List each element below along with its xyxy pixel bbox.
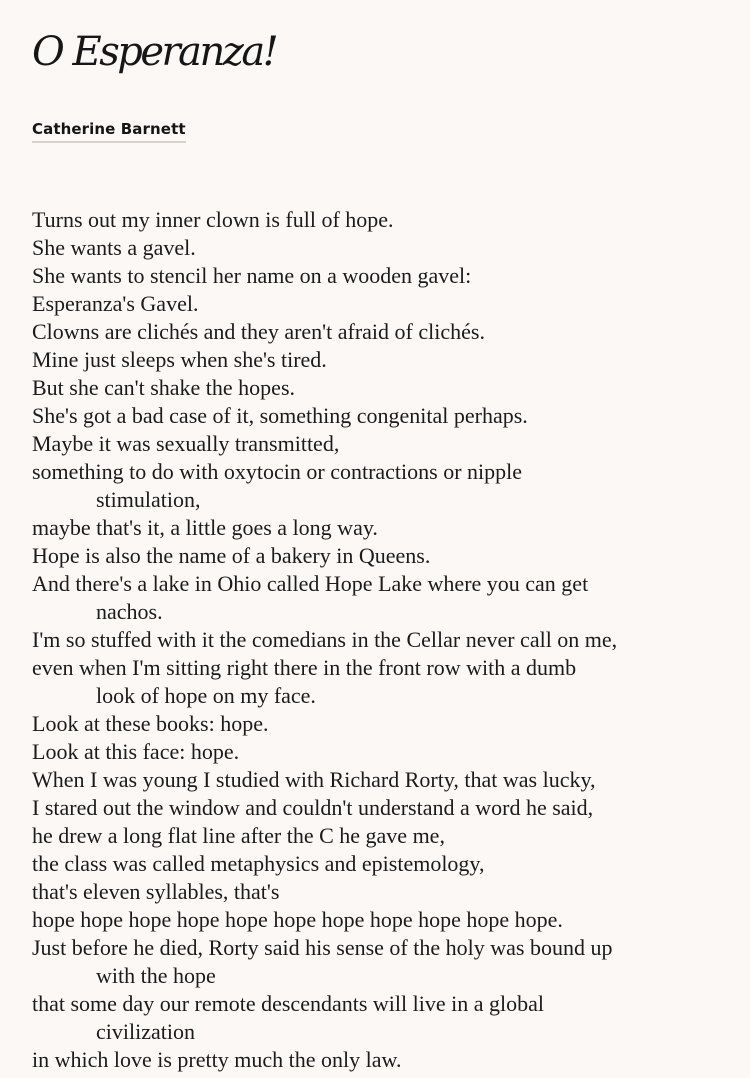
poem-line: something to do with oxytocin or contractions or nipple [32,459,523,484]
poem-line: that some day our remote descendants will live in a global [32,991,544,1016]
poem-line: maybe that's it, a little goes a long way. [32,515,378,540]
poem-line: And there's a lake in Ohio called Hope Lake where you can get [32,571,589,596]
poem-line: Mine just sleeps when she's tired. [32,347,327,372]
poem-line: Look at this face: hope. [32,739,240,764]
poem-line: I stared out the window and couldn't understand a word he said, [32,795,594,820]
poem-line: Clowns are clichés and they aren't afraid of clichés. [32,319,485,344]
author-link[interactable]: Catherine Barnett [32,120,186,143]
poem-line: She wants a gavel. [32,235,196,260]
poem-line: the class was called metaphysics and epistemology, [32,851,485,876]
poem-line: he drew a long flat line after the C he gave me, [32,823,445,848]
poem-line-continuation: stimulation, [96,487,201,512]
poem-line: Just before he died, Rorty said his sense of the holy was bound up [32,935,613,960]
poem-line: But she can't shake the hopes. [32,375,296,400]
poem-line: Turns out my inner clown is full of hope. [32,207,394,232]
poem-line: Esperanza's Gavel. [32,291,199,316]
poem-line: hope hope hope hope hope hope hope hope hope hope hope. [32,907,563,932]
poem-line: even when I'm sitting right there in the front row with a dumb [32,655,577,680]
poem-line-continuation: with the hope [96,963,216,988]
poem-line: When I was young I studied with Richard Rorty, that was lucky, [32,767,596,792]
poem-line-continuation: look of hope on my face. [96,683,316,708]
poem-line: She's got a bad case of it, something congenital perhaps. [32,403,528,428]
poem-line: in which love is pretty much the only law. [32,1047,402,1072]
poem-line: that's eleven syllables, that's [32,879,280,904]
poem-body [32,206,732,1074]
poem-line: She wants to stencil her name on a wooden gavel: [32,263,472,288]
poem-line-continuation: civilization [96,1019,195,1044]
poem-line: Look at these books: hope. [32,711,269,736]
poem-line: Maybe it was sexually transmitted, [32,431,340,456]
poem-line: I'm so stuffed with it the comedians in the Cellar never call on me, [32,627,618,652]
poem-line: Hope is also the name of a bakery in Queens. [32,543,431,568]
poem-title: O Esperanza! [32,29,277,75]
poem-line-continuation: nachos. [96,599,163,624]
